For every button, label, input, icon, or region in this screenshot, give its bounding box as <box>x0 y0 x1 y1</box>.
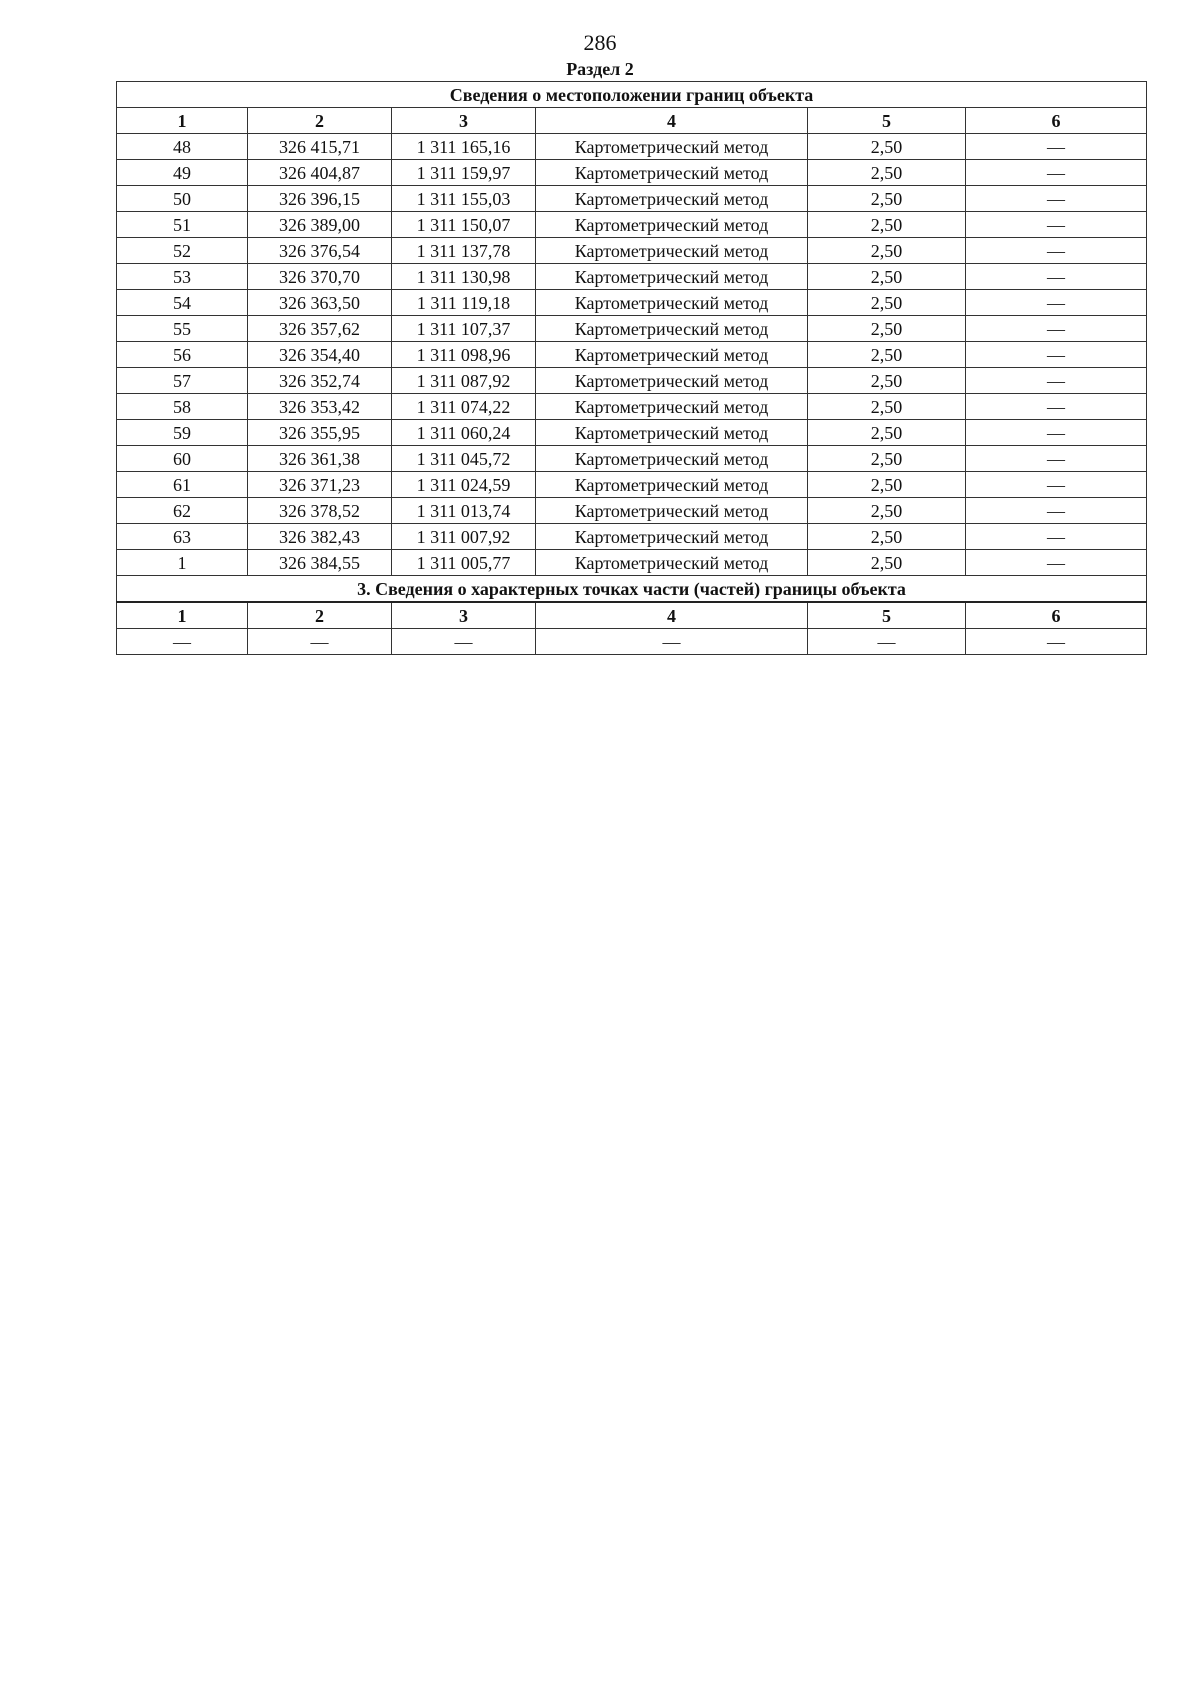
column-number-row <box>117 108 1147 134</box>
table-cell: Картометрический метод <box>536 472 808 498</box>
table-cell: — <box>248 629 392 655</box>
table-cell: Картометрический метод <box>536 368 808 394</box>
table-cell: 61 <box>117 472 248 498</box>
table-row <box>117 629 1147 655</box>
table-cell: 1 311 007,92 <box>392 524 536 550</box>
table-cell: 2,50 <box>808 342 966 368</box>
table-cell: Картометрический метод <box>536 264 808 290</box>
column-number: 3 <box>392 108 536 134</box>
table-heading-row <box>117 576 1147 603</box>
table-cell: 2,50 <box>808 186 966 212</box>
table-row <box>117 264 1147 290</box>
table-cell: — <box>966 316 1147 342</box>
table-cell: 62 <box>117 498 248 524</box>
column-number: 6 <box>966 602 1147 629</box>
table-cell: — <box>966 186 1147 212</box>
table-cell: 53 <box>117 264 248 290</box>
column-number-row <box>117 602 1147 629</box>
table-cell: 326 355,95 <box>248 420 392 446</box>
table-cell: Картометрический метод <box>536 212 808 238</box>
table-row <box>117 472 1147 498</box>
table-row <box>117 186 1147 212</box>
table-cell: 326 376,54 <box>248 238 392 264</box>
table-cell: 1 311 060,24 <box>392 420 536 446</box>
column-number: 2 <box>248 602 392 629</box>
table-cell: 1 311 005,77 <box>392 550 536 576</box>
table-cell: 326 378,52 <box>248 498 392 524</box>
table-cell: 50 <box>117 186 248 212</box>
table-cell: 1 311 074,22 <box>392 394 536 420</box>
table-row <box>117 498 1147 524</box>
table-cell: 2,50 <box>808 498 966 524</box>
table-cell: 1 311 087,92 <box>392 368 536 394</box>
table-cell: 326 357,62 <box>248 316 392 342</box>
table-cell: 326 370,70 <box>248 264 392 290</box>
table-row <box>117 524 1147 550</box>
table-cell: — <box>966 629 1147 655</box>
table-cell: 1 311 013,74 <box>392 498 536 524</box>
column-number: 5 <box>808 602 966 629</box>
table-cell: 326 384,55 <box>248 550 392 576</box>
table-cell: — <box>966 212 1147 238</box>
table-cell: 2,50 <box>808 446 966 472</box>
table-cell: 49 <box>117 160 248 186</box>
table-cell: 1 311 159,97 <box>392 160 536 186</box>
table-cell: 2,50 <box>808 394 966 420</box>
table-row <box>117 342 1147 368</box>
table-cell: Картометрический метод <box>536 160 808 186</box>
boundary-table-body <box>117 82 1147 655</box>
column-number: 2 <box>248 108 392 134</box>
table-cell: 56 <box>117 342 248 368</box>
table-cell: — <box>966 550 1147 576</box>
table-cell: 2,50 <box>808 160 966 186</box>
table-cell: — <box>966 238 1147 264</box>
table-row <box>117 550 1147 576</box>
table-cell: 326 396,15 <box>248 186 392 212</box>
table-cell: 52 <box>117 238 248 264</box>
section-title: Раздел 2 <box>566 59 634 79</box>
table-cell: 63 <box>117 524 248 550</box>
table-cell: — <box>966 498 1147 524</box>
table-cell: 2,50 <box>808 524 966 550</box>
table-cell: Картометрический метод <box>536 550 808 576</box>
table-cell: 2,50 <box>808 550 966 576</box>
table-cell: — <box>966 420 1147 446</box>
table-cell: 1 311 165,16 <box>392 134 536 160</box>
table-cell: 1 311 045,72 <box>392 446 536 472</box>
table-cell: 2,50 <box>808 238 966 264</box>
table-cell: — <box>966 446 1147 472</box>
table-cell: Картометрический метод <box>536 290 808 316</box>
table-cell: 326 389,00 <box>248 212 392 238</box>
table-row <box>117 316 1147 342</box>
table-row <box>117 160 1147 186</box>
table-cell: — <box>966 264 1147 290</box>
table-cell: — <box>392 629 536 655</box>
table-cell: 59 <box>117 420 248 446</box>
table-cell: 326 404,87 <box>248 160 392 186</box>
table-cell: 60 <box>117 446 248 472</box>
table-cell: Картометрический метод <box>536 524 808 550</box>
page-number: 286 <box>583 30 617 55</box>
table-heading: Сведения о местоположении границ объекта <box>117 82 1147 108</box>
table-cell: 2,50 <box>808 368 966 394</box>
table-cell: 1 311 119,18 <box>392 290 536 316</box>
column-number: 3 <box>392 602 536 629</box>
column-number: 6 <box>966 108 1147 134</box>
table-row <box>117 420 1147 446</box>
table-row <box>117 238 1147 264</box>
table-cell: 326 382,43 <box>248 524 392 550</box>
table-heading: 3. Сведения о характерных точках части (частей) границы объекта <box>117 576 1147 603</box>
table-cell: 1 <box>117 550 248 576</box>
table-cell: 51 <box>117 212 248 238</box>
table-cell: 326 354,40 <box>248 342 392 368</box>
table-cell: 1 311 155,03 <box>392 186 536 212</box>
table-cell: — <box>808 629 966 655</box>
table-cell: — <box>966 472 1147 498</box>
column-number: 4 <box>536 108 808 134</box>
table-cell: 2,50 <box>808 134 966 160</box>
table-cell: 326 415,71 <box>248 134 392 160</box>
table-cell: 54 <box>117 290 248 316</box>
table-cell: Картометрический метод <box>536 134 808 160</box>
table-cell: 326 371,23 <box>248 472 392 498</box>
table-cell: Картометрический метод <box>536 394 808 420</box>
table-cell: — <box>966 290 1147 316</box>
table-row <box>117 368 1147 394</box>
table-cell: — <box>966 368 1147 394</box>
table-row <box>117 212 1147 238</box>
table-cell: 1 311 098,96 <box>392 342 536 368</box>
boundary-table <box>116 81 1147 655</box>
table-cell: 326 361,38 <box>248 446 392 472</box>
table-cell: — <box>966 342 1147 368</box>
table-heading-row <box>117 82 1147 108</box>
table-cell: Картометрический метод <box>536 238 808 264</box>
table-cell: — <box>966 160 1147 186</box>
table-cell: Картометрический метод <box>536 498 808 524</box>
table-cell: 2,50 <box>808 290 966 316</box>
table-cell: 1 311 107,37 <box>392 316 536 342</box>
column-number: 1 <box>117 108 248 134</box>
table-cell: 2,50 <box>808 316 966 342</box>
table-cell: 1 311 137,78 <box>392 238 536 264</box>
table-row <box>117 446 1147 472</box>
table-cell: 2,50 <box>808 420 966 446</box>
table-row <box>117 134 1147 160</box>
table-cell: — <box>966 134 1147 160</box>
table-cell: 1 311 150,07 <box>392 212 536 238</box>
column-number: 4 <box>536 602 808 629</box>
table-cell: 1 311 024,59 <box>392 472 536 498</box>
table-row <box>117 394 1147 420</box>
table-cell: 326 363,50 <box>248 290 392 316</box>
column-number: 5 <box>808 108 966 134</box>
table-cell: — <box>966 394 1147 420</box>
table-cell: 2,50 <box>808 472 966 498</box>
table-row <box>117 290 1147 316</box>
table-cell: Картометрический метод <box>536 186 808 212</box>
table-cell: 48 <box>117 134 248 160</box>
table-cell: 326 353,42 <box>248 394 392 420</box>
table-cell: Картометрический метод <box>536 420 808 446</box>
table-cell: — <box>117 629 248 655</box>
table-cell: — <box>536 629 808 655</box>
table-cell: 57 <box>117 368 248 394</box>
column-number: 1 <box>117 602 248 629</box>
table-cell: Картометрический метод <box>536 316 808 342</box>
table-cell: Картометрический метод <box>536 446 808 472</box>
table-cell: 2,50 <box>808 212 966 238</box>
table-cell: 58 <box>117 394 248 420</box>
table-cell: Картометрический метод <box>536 342 808 368</box>
table-cell: 2,50 <box>808 264 966 290</box>
table-cell: 1 311 130,98 <box>392 264 536 290</box>
table-cell: 55 <box>117 316 248 342</box>
table-cell: — <box>966 524 1147 550</box>
table-cell: 326 352,74 <box>248 368 392 394</box>
